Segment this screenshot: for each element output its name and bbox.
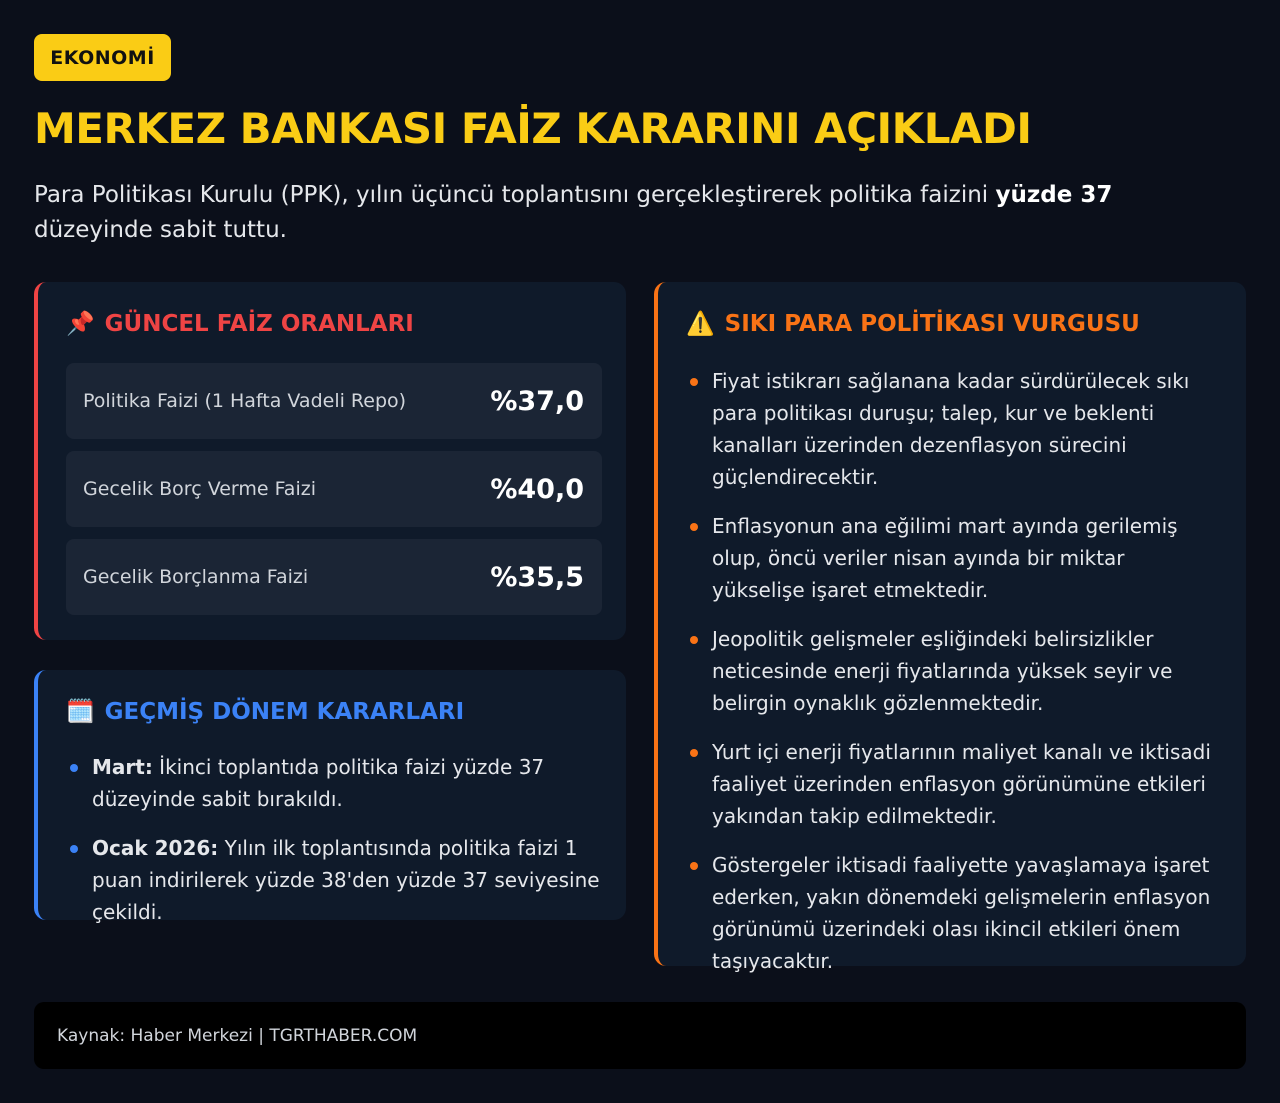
list-item [686, 623, 1222, 719]
summary-text: Para Politikası Kurulu (PPK), yılın üçüncü toplantısını gerçekleştirerek politika faizini [34, 182, 996, 208]
list-item [66, 751, 602, 815]
list-item [66, 832, 602, 928]
current-rates-title-text: GÜNCEL FAİZ ORANLARI [104, 310, 414, 337]
rate-label: Politika Faizi (1 Hafta Vadeli Repo) [83, 390, 407, 412]
past-decisions-title [66, 698, 602, 725]
list-item [686, 849, 1222, 977]
bullet-icon [690, 636, 698, 644]
past-decisions-title-text: GEÇMİŞ DÖNEM KARARLARI [104, 698, 465, 725]
tight-policy-title [686, 310, 1222, 337]
list-item [686, 736, 1222, 832]
current-rates-title [66, 310, 602, 337]
warning-icon: ⚠️ [686, 311, 715, 337]
summary-text-end: düzeyinde sabit tuttu. [34, 217, 287, 243]
rate-value: %35,5 [490, 561, 584, 593]
item-text: Yurt içi enerji fiyatlarının maliyet kanalı ve iktisadi faaliyet üzerinden enflasyon görünümüne etkileri yakından takip edilmektedir. [712, 740, 1211, 828]
item-date: Ocak 2026: [92, 836, 219, 860]
category-badge[interactable]: EKONOMİ [34, 34, 171, 81]
item-text: Jeopolitik gelişmeler eşliğindeki belirsizlikler neticesinde enerji fiyatlarında yüksek seyir ve belirgin oynaklık gözlenmektedir. [712, 627, 1173, 715]
rate-row [66, 363, 602, 439]
calendar-icon: 🗓️ [66, 699, 95, 725]
rate-value: %37,0 [490, 385, 584, 417]
rate-value: %40,0 [490, 473, 584, 505]
rate-label: Gecelik Borç Verme Faizi [83, 478, 316, 500]
rate-row [66, 451, 602, 527]
bullet-icon [690, 378, 698, 386]
rate-row [66, 539, 602, 615]
summary-bold: yüzde 37 [995, 182, 1113, 208]
list-item [686, 365, 1222, 493]
bullet-icon [690, 523, 698, 531]
headline: MERKEZ BANKASI FAİZ KARARINI AÇIKLADI [34, 104, 1032, 153]
current-rates-card [34, 282, 626, 640]
item-date: Mart: [92, 755, 153, 779]
list-item [686, 510, 1222, 606]
item-text: Fiyat istikrarı sağlanana kadar sürdürülecek sıkı para politikası duruşu; talep, kur ve beklenti kanalları üzerinden dezenflasyon sürecini güçlendirecektir. [712, 369, 1190, 489]
bullet-icon [690, 749, 698, 757]
summary [34, 178, 1234, 248]
item-text: Enflasyonun ana eğilimi mart ayında gerilemiş olup, öncü veriler nisan ayında bir miktar yükselişe işaret etmektedir. [712, 514, 1178, 602]
tight-policy-title-text: SIKI PARA POLİTİKASI VURGUSU [724, 310, 1140, 337]
tight-policy-card [654, 282, 1246, 973]
past-decisions-card [34, 670, 626, 924]
bullet-icon [70, 845, 78, 853]
item-text: Göstergeler iktisadi faaliyette yavaşlamaya işaret ederken, yakın dönemdeki gelişmelerin enflasyon görünümü üzerindeki olası ikincil etkileri önem taşıyacaktır. [712, 853, 1211, 973]
item-text: İkinci toplantıda politika faizi yüzde 37 düzeyinde sabit bırakıldı. [92, 755, 545, 811]
bullet-icon [70, 764, 78, 772]
source-footer: Kaynak: Haber Merkezi | TGRTHABER.COM [34, 1002, 1246, 1069]
item-text: Yılın ilk toplantısında politika faizi 1 puan indirilerek yüzde 38'den yüzde 37 seviyesine çekildi. [92, 836, 600, 924]
pushpin-icon: 📌 [66, 311, 95, 337]
rate-label: Gecelik Borçlanma Faizi [83, 566, 309, 588]
bullet-icon [690, 862, 698, 870]
